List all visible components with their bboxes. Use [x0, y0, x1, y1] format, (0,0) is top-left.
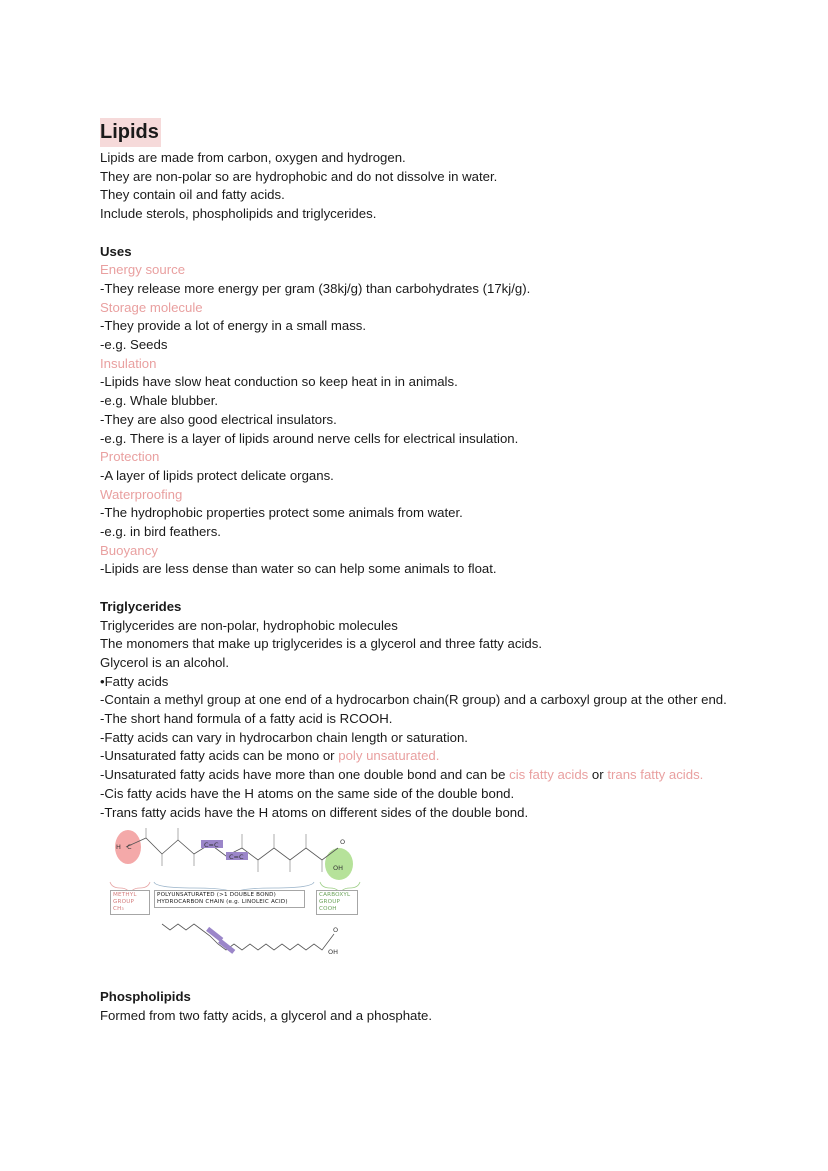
- fatty-acid-diagram: [106, 826, 366, 976]
- chain-label: [154, 890, 305, 908]
- document-page: [100, 118, 740, 1026]
- poly-unsaturated-term: poly unsaturated.: [338, 748, 440, 764]
- intro-line-3: They contain oil and fatty acids.: [100, 187, 285, 203]
- insulation-line-2: -e.g. Whale blubber.: [100, 393, 219, 409]
- storage-line-2: -e.g. Seeds: [100, 337, 168, 353]
- trig-line-2: The monomers that make up triglycerides is a glycerol and three fatty acids.: [100, 636, 542, 652]
- unsat-double-text: -Unsaturated fatty acids have more than one double bond and can be: [100, 767, 510, 783]
- phospholipids-line-1: Formed from two fatty acids, a glycerol and a phosphate.: [100, 1007, 433, 1023]
- waterproofing-title: Waterproofing: [100, 486, 183, 502]
- trans-line: -Trans fatty acids have the H atoms on different sides of the double bond.: [100, 804, 529, 820]
- hydrogen-bonds: [146, 828, 322, 872]
- unsat-mono-line: [100, 747, 740, 766]
- methyl-h-atom: H: [116, 843, 121, 852]
- methyl-c-atom: C: [127, 843, 132, 852]
- double-bond-label-2: C=C: [229, 853, 244, 862]
- chain-label-line-1: POLYUNSATURATED (>1 DOUBLE BOND): [157, 892, 276, 899]
- carboxyl-oh: OH: [333, 864, 344, 873]
- protection-line-1: -A layer of lipids protect delicate organs.: [100, 467, 334, 483]
- carboxyl-o: O: [340, 838, 346, 847]
- methyl-group-label: [110, 890, 150, 915]
- intro-line-4: Include sterols, phospholipids and triglycerides.: [100, 206, 377, 222]
- waterproofing-line-1: -The hydrophobic properties protect some animals from water.: [100, 505, 463, 521]
- cis-term: cis fatty acids: [509, 767, 589, 783]
- unsat-double-line: [100, 766, 740, 785]
- carboxyl-label-line-3: COOH: [319, 906, 337, 913]
- storage-title: Storage molecule: [100, 299, 203, 315]
- uses-heading: Uses: [100, 243, 132, 259]
- insulation-line-3: -They are also good electrical insulators.: [100, 411, 337, 427]
- double-bond-label-1: C=C: [204, 841, 219, 850]
- energy-source-title: Energy source: [100, 262, 186, 278]
- skeletal-o: O: [333, 926, 339, 935]
- protection-title: Protection: [100, 449, 160, 465]
- or-text: or: [588, 767, 608, 783]
- trig-line-7: -Fatty acids can vary in hydrocarbon chain length or saturation.: [100, 729, 468, 745]
- phospholipids-heading: Phospholipids: [100, 989, 191, 1005]
- methyl-label-line-2: GROUP: [113, 899, 135, 906]
- trig-line-6: -The short hand formula of a fatty acid is RCOOH.: [100, 711, 393, 727]
- intro-line-2: They are non-polar so are hydrophobic and do not dissolve in water.: [100, 168, 498, 184]
- skeletal-chain: [162, 924, 328, 950]
- methyl-label-line-3: CH₃: [113, 906, 124, 913]
- cis-line: -Cis fatty acids have the H atoms on the same side of the double bond.: [100, 785, 515, 801]
- carboxyl-group-label: [316, 890, 358, 915]
- methyl-label-line-1: METHYL: [113, 892, 137, 899]
- trig-line-1: Triglycerides are non-polar, hydrophobic molecules: [100, 617, 398, 633]
- waterproofing-line-2: -e.g. in bird feathers.: [100, 524, 221, 540]
- unsat-mono-text: -Unsaturated fatty acids can be mono or: [100, 748, 339, 764]
- trig-line-4: •Fatty acids: [100, 673, 169, 689]
- insulation-line-1: -Lipids have slow heat conduction so keep heat in in animals.: [100, 374, 458, 390]
- carboxyl-label-line-2: GROUP: [319, 899, 341, 906]
- page-title: Lipids: [100, 118, 161, 147]
- carboxyl-label-line-1: CARBOXYL: [319, 892, 351, 899]
- insulation-title: Insulation: [100, 355, 157, 371]
- insulation-line-4: -e.g. There is a layer of lipids around nerve cells for electrical insulation.: [100, 430, 519, 446]
- chain-label-line-2: HYDROCARBON CHAIN (e.g. LINOLEIC ACID): [157, 899, 288, 906]
- buoyancy-line-1: -Lipids are less dense than water so can help some animals to float.: [100, 561, 497, 577]
- skeletal-oh: OH: [328, 948, 339, 957]
- trig-line-3: Glycerol is an alcohol.: [100, 654, 230, 670]
- intro-line-1: Lipids are made from carbon, oxygen and hydrogen.: [100, 150, 406, 165]
- storage-line-1: -They provide a lot of energy in a small mass.: [100, 318, 367, 334]
- triglycerides-heading: Triglycerides: [100, 598, 182, 614]
- energy-line-1: -They release more energy per gram (38kj/g) than carbohydrates (17kj/g).: [100, 280, 531, 296]
- trig-line-5: -Contain a methyl group at one end of a hydrocarbon chain(R group) and a carboxyl group at the other end.: [100, 692, 727, 708]
- trans-term: trans fatty acids.: [607, 767, 704, 783]
- buoyancy-title: Buoyancy: [100, 542, 158, 558]
